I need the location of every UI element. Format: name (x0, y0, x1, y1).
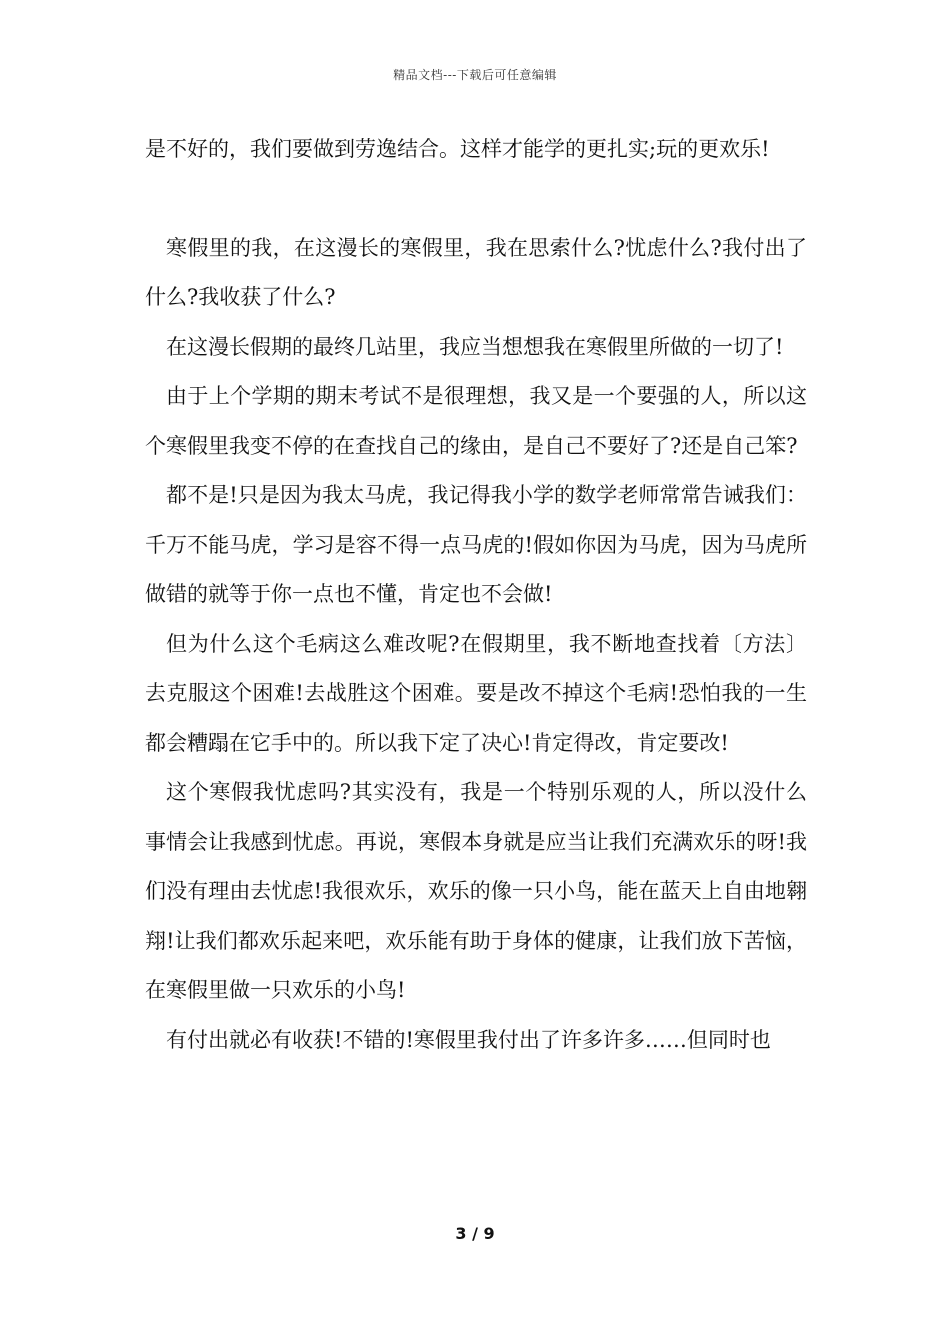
paragraph: 在这漫长假期的最终几站里，我应当想想我在寒假里所做的一切了! (166, 334, 784, 359)
paragraph: 由于上个学期的期末考试不是很理想，我又是一个要强的人，所以这个寒假里我变不停的在查找自己的缘由，是自己不要好了?还是自己笨? (145, 384, 807, 458)
paragraph-gap (145, 175, 807, 224)
page-header: 精品文档---下载后可任意编辑 (393, 68, 557, 82)
paragraph: 寒假里的我，在这漫长的寒假里，我在思索什么?忧虑什么?我付出了什么?我收获了什么? (145, 235, 807, 309)
paragraph: 都不是!只是因为我太马虎，我记得我小学的数学老师常常告诫我们：千万不能马虎，学习是容不得一点马虎的!假如你因为马虎，因为马虎所做错的就等于你一点也不懂，肯定也不会做! (145, 483, 807, 606)
document-body (145, 125, 807, 1065)
paragraph: 但为什么这个毛病这么难改呢?在假期里，我不断地查找着〔方法〕去克服这个困难!去战胜这个困难。要是改不掉这个毛病!恐怕我的一生都会糟蹋在它手中的。所以我下定了决心!肯定得改，肯定要改! (145, 631, 807, 755)
paragraph: 这个寒假我忧虑吗?其实没有，我是一个特别乐观的人，所以没什么事情会让我感到忧虑。再说，寒假本身就是应当让我们充满欢乐的呀!我们没有理由去忧虑!我很欢乐，欢乐的像一只小鸟，能在蓝天上自由地翱翔!让我们都欢乐起来吧，欢乐能有助于身体的健康，让我们放下苦恼，在寒假里做一只欢乐的小鸟! (145, 780, 807, 1002)
paragraph: 有付出就必有收获!不错的!寒假里我付出了许多许多……但同时也 (166, 1027, 771, 1052)
paragraph: 是不好的，我们要做到劳逸结合。这样才能学的更扎实;玩的更欢乐! (145, 137, 770, 161)
page-number: 3 / 9 (455, 1224, 495, 1243)
